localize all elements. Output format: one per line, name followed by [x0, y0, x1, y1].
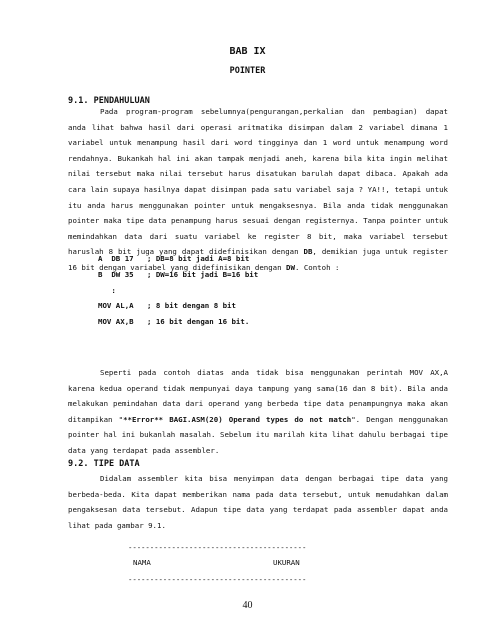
- table-header-ukuran: UKURAN: [273, 558, 300, 567]
- error-message: **Error** BAGI.ASM(20) Operand types do not match: [123, 414, 352, 424]
- table-header-nama: NAMA: [133, 558, 151, 567]
- section-heading-tipe-data: 9.2. TIPE DATA: [68, 459, 140, 469]
- paragraph-intro: Pada program-program sebelumnya(pengurangan,perkalian dan pembagian) dapat anda lihat bahwa hasil dari operasi aritmatika disimpan dalam 2 variabel dimana 1 variabel untuk menampung hasil dari word tingginya dan 1 word untuk menampung word rendahnya. Bukankah hal ini akan tampak menjadi aneh, karena bila kita ingin melihat nilai tersebut maka nilai tersebut harus disatukan barulah dapat dibaca. Apakah ada cara lain supaya hasilnya dapat disimpan pada satu variabel saja ? YA!!, tetapi untuk itu anda harus menggunakan pointer untuk mengaksesnya. Bila anda tidak menggunakan pointer maka tipe data penampung harus sesuai dengan registernya. Tanpa pointer untuk memindahkan data dari suatu variabel ke register 8 bit, maka variabel tersebut haruslah 8 bit juga yang dapat didefinisikan dengan DB, demikian juga untuk register 16 bit dengan variabel yang didefinisikan dengan DW. Contoh :: [68, 107, 448, 272]
- chapter-title: POINTER: [229, 66, 266, 76]
- table-top-rule: -----------------------------------------: [128, 543, 307, 552]
- code-line: B DW 35 ; DW=16 bit jadi B=16 bit: [98, 269, 259, 279]
- chapter-number: BAB IX: [229, 46, 266, 57]
- code-line: MOV AL,A ; 8 bit dengan 8 bit: [98, 301, 236, 311]
- code-line: A DB 17 ; DB=8 bit jadi A=8 bit: [98, 254, 250, 263]
- paragraph-tipe-data: Didalam assembler kita bisa menyimpan data dengan berbagai tipe data yang berbeda-beda. Kita dapat memberikan nama pada data tersebut, untuk memudahkan dalam pengaksesan data tersebut. Adapun tipe data yang terdapat pada assembler dapat anda lihat pada gambar 9.1.: [68, 474, 448, 530]
- code-line: MOV AX,B ; 16 bit dengan 16 bit.: [98, 317, 250, 327]
- section-heading-pendahuluan: 9.1. PENDAHULUAN: [68, 96, 150, 106]
- paragraph-pointer-explanation: Seperti pada contoh diatas anda tidak bisa menggunakan perintah MOV AX,A karena kedua operand tidak mempunyai daya tampung yang sama(16 dan 8 bit). Bila anda melakukan pemindahan data dari operand yang berbeda tipe data penampungnya maka akan ditampikan "**Error** BAGI.ASM(20) Operand types do not match". Dengan menggunakan pointer hal ini bukanlah masalah. Sebelum itu marilah kita lihat dahulu berbagai tipe data yang terdapat pada assembler.: [68, 368, 448, 455]
- code-line: :: [98, 285, 116, 295]
- page-number: 40: [242, 600, 253, 611]
- code-example: [98, 251, 258, 330]
- table-header-rule: -----------------------------------------: [128, 575, 307, 584]
